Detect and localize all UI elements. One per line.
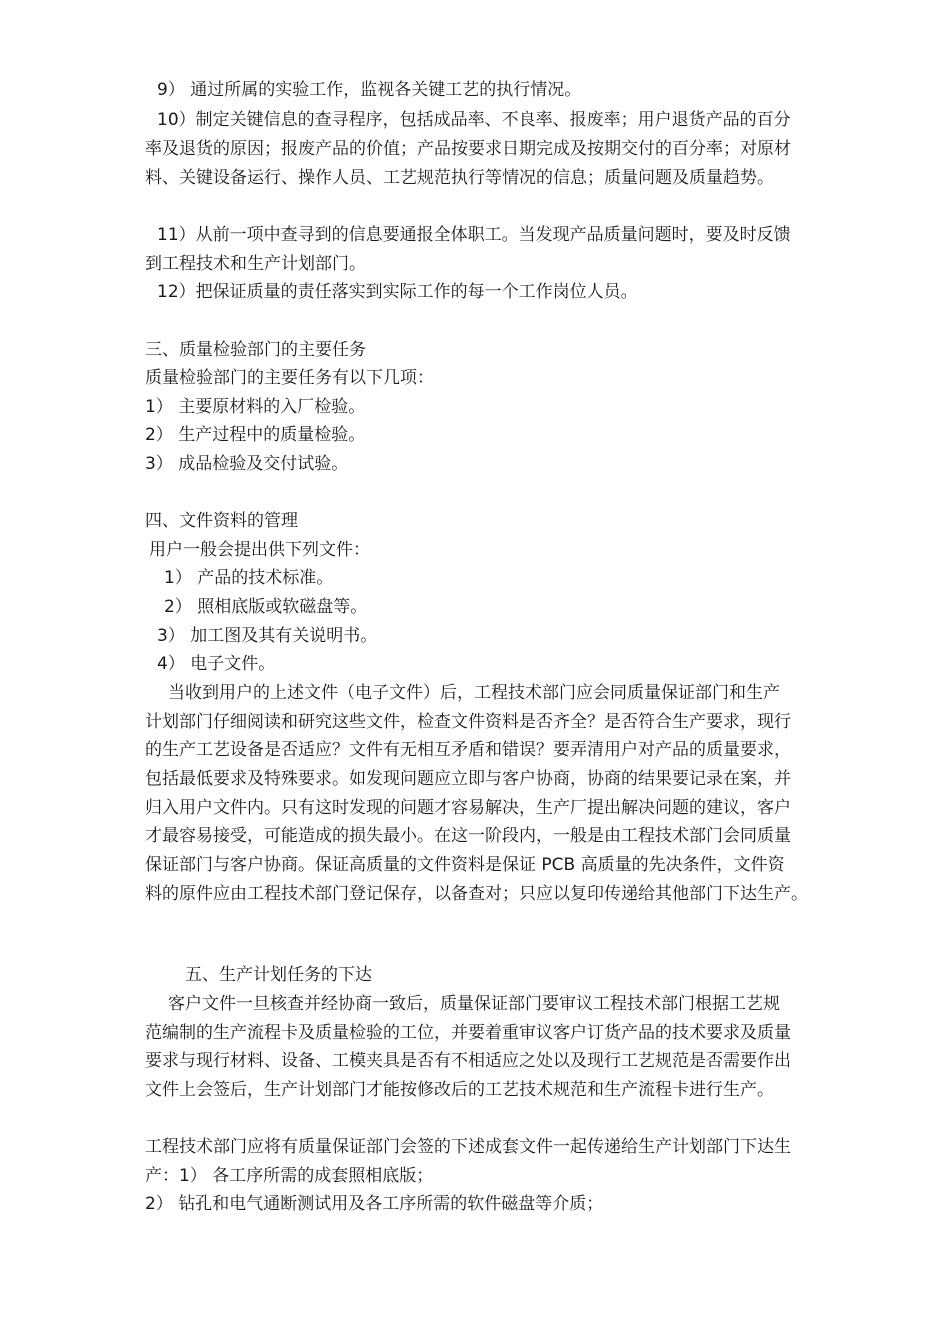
section-heading: 五、生产计划任务的下达: [185, 965, 372, 985]
text-line: 保证部门与客户协商。保证高质量的文件资料是保证 PCB 高质量的先决条件，文件资: [145, 855, 785, 875]
list-item: 2） 钻孔和电气通断测试用及各工序所需的软件磁盘等介质；: [145, 1194, 604, 1214]
text-line: 质量检验部门的主要任务有以下几项：: [145, 368, 434, 388]
text-line: 料、关键设备运行、操作人员、工艺规范执行等情况的信息；质量问题及质量趋势。: [145, 168, 774, 188]
list-item: 1） 产品的技术标准。: [164, 568, 334, 588]
text-line: 用户一般会提出供下列文件：: [149, 540, 370, 560]
list-item: 1） 主要原材料的入厂检验。: [145, 397, 366, 417]
text-line: 11）从前一项中查寻到的信息要通报全体职工。当发现产品质量问题时，要及时反馈: [157, 225, 791, 245]
text-line: 工程技术部门应将有质量保证部门会签的下述成套文件一起传递给生产计划部门下达生: [145, 1137, 791, 1157]
list-item: 4） 电子文件。: [157, 654, 276, 674]
text-line: 文件上会签后，生产计划部门才能按修改后的工艺技术规范和生产流程卡进行生产。: [145, 1080, 774, 1100]
text-line: 10）制定关键信息的查寻程序，包括成品率、不良率、报废率；用户退货产品的百分: [157, 110, 791, 130]
text-line: 率及退货的原因；报废产品的价值；产品按要求日期完成及按期交付的百分率；对原材: [145, 139, 791, 159]
section-heading: 四、文件资料的管理: [145, 511, 298, 531]
text-line: 当收到用户的上述文件（电子文件）后，工程技术部门应会同质量保证部门和生产: [168, 683, 780, 703]
text-line: 要求与现行材料、设备、工模夹具是否有不相适应之处以及现行工艺规范是否需要作出: [145, 1051, 791, 1071]
text-line: 料的原件应由工程技术部门登记保存，以备查对；只应以复印传递给其他部门下达生产。: [145, 884, 808, 904]
text-line: 计划部门仔细阅读和研究这些文件，检查文件资料是否齐全？是否符合生产要求，现行: [145, 712, 791, 732]
text-line: 归入用户文件内。只有这时发现的问题才容易解决，生产厂提出解决问题的建议，客户: [145, 798, 791, 818]
text-line: 包括最低要求及特殊要求。如发现问题应立即与客户协商，协商的结果要记录在案，并: [145, 769, 791, 789]
section-heading: 三、质量检验部门的主要任务: [145, 340, 366, 360]
list-item: 2） 生产过程中的质量检验。: [145, 425, 366, 445]
list-item: 3） 成品检验及交付试验。: [145, 454, 349, 474]
text-line: 9） 通过所属的实验工作，监视各关键工艺的执行情况。: [157, 80, 582, 100]
text-line: 产：1） 各工序所需的成套照相底版；: [145, 1166, 434, 1186]
text-line: 才最容易接受，可能造成的损失最小。在这一阶段内，一般是由工程技术部门会同质量: [145, 826, 791, 846]
list-item: 3） 加工图及其有关说明书。: [157, 626, 378, 646]
text-line: 到工程技术和生产计划部门。: [145, 254, 366, 274]
text-line: 客户文件一旦核查并经协商一致后，质量保证部门要审议工程技术部门根据工艺规: [168, 994, 780, 1014]
list-item: 2） 照相底版或软磁盘等。: [164, 597, 368, 617]
text-line: 的生产工艺设备是否适应？文件有无相互矛盾和错误？要弄清用户对产品的质量要求，: [145, 740, 791, 760]
text-line: 12）把保证质量的责任落实到实际工作的每一个工作岗位人员。: [157, 282, 638, 302]
text-line: 范编制的生产流程卡及质量检验的工位，并要着重审议客户订货产品的技术要求及质量: [145, 1023, 791, 1043]
